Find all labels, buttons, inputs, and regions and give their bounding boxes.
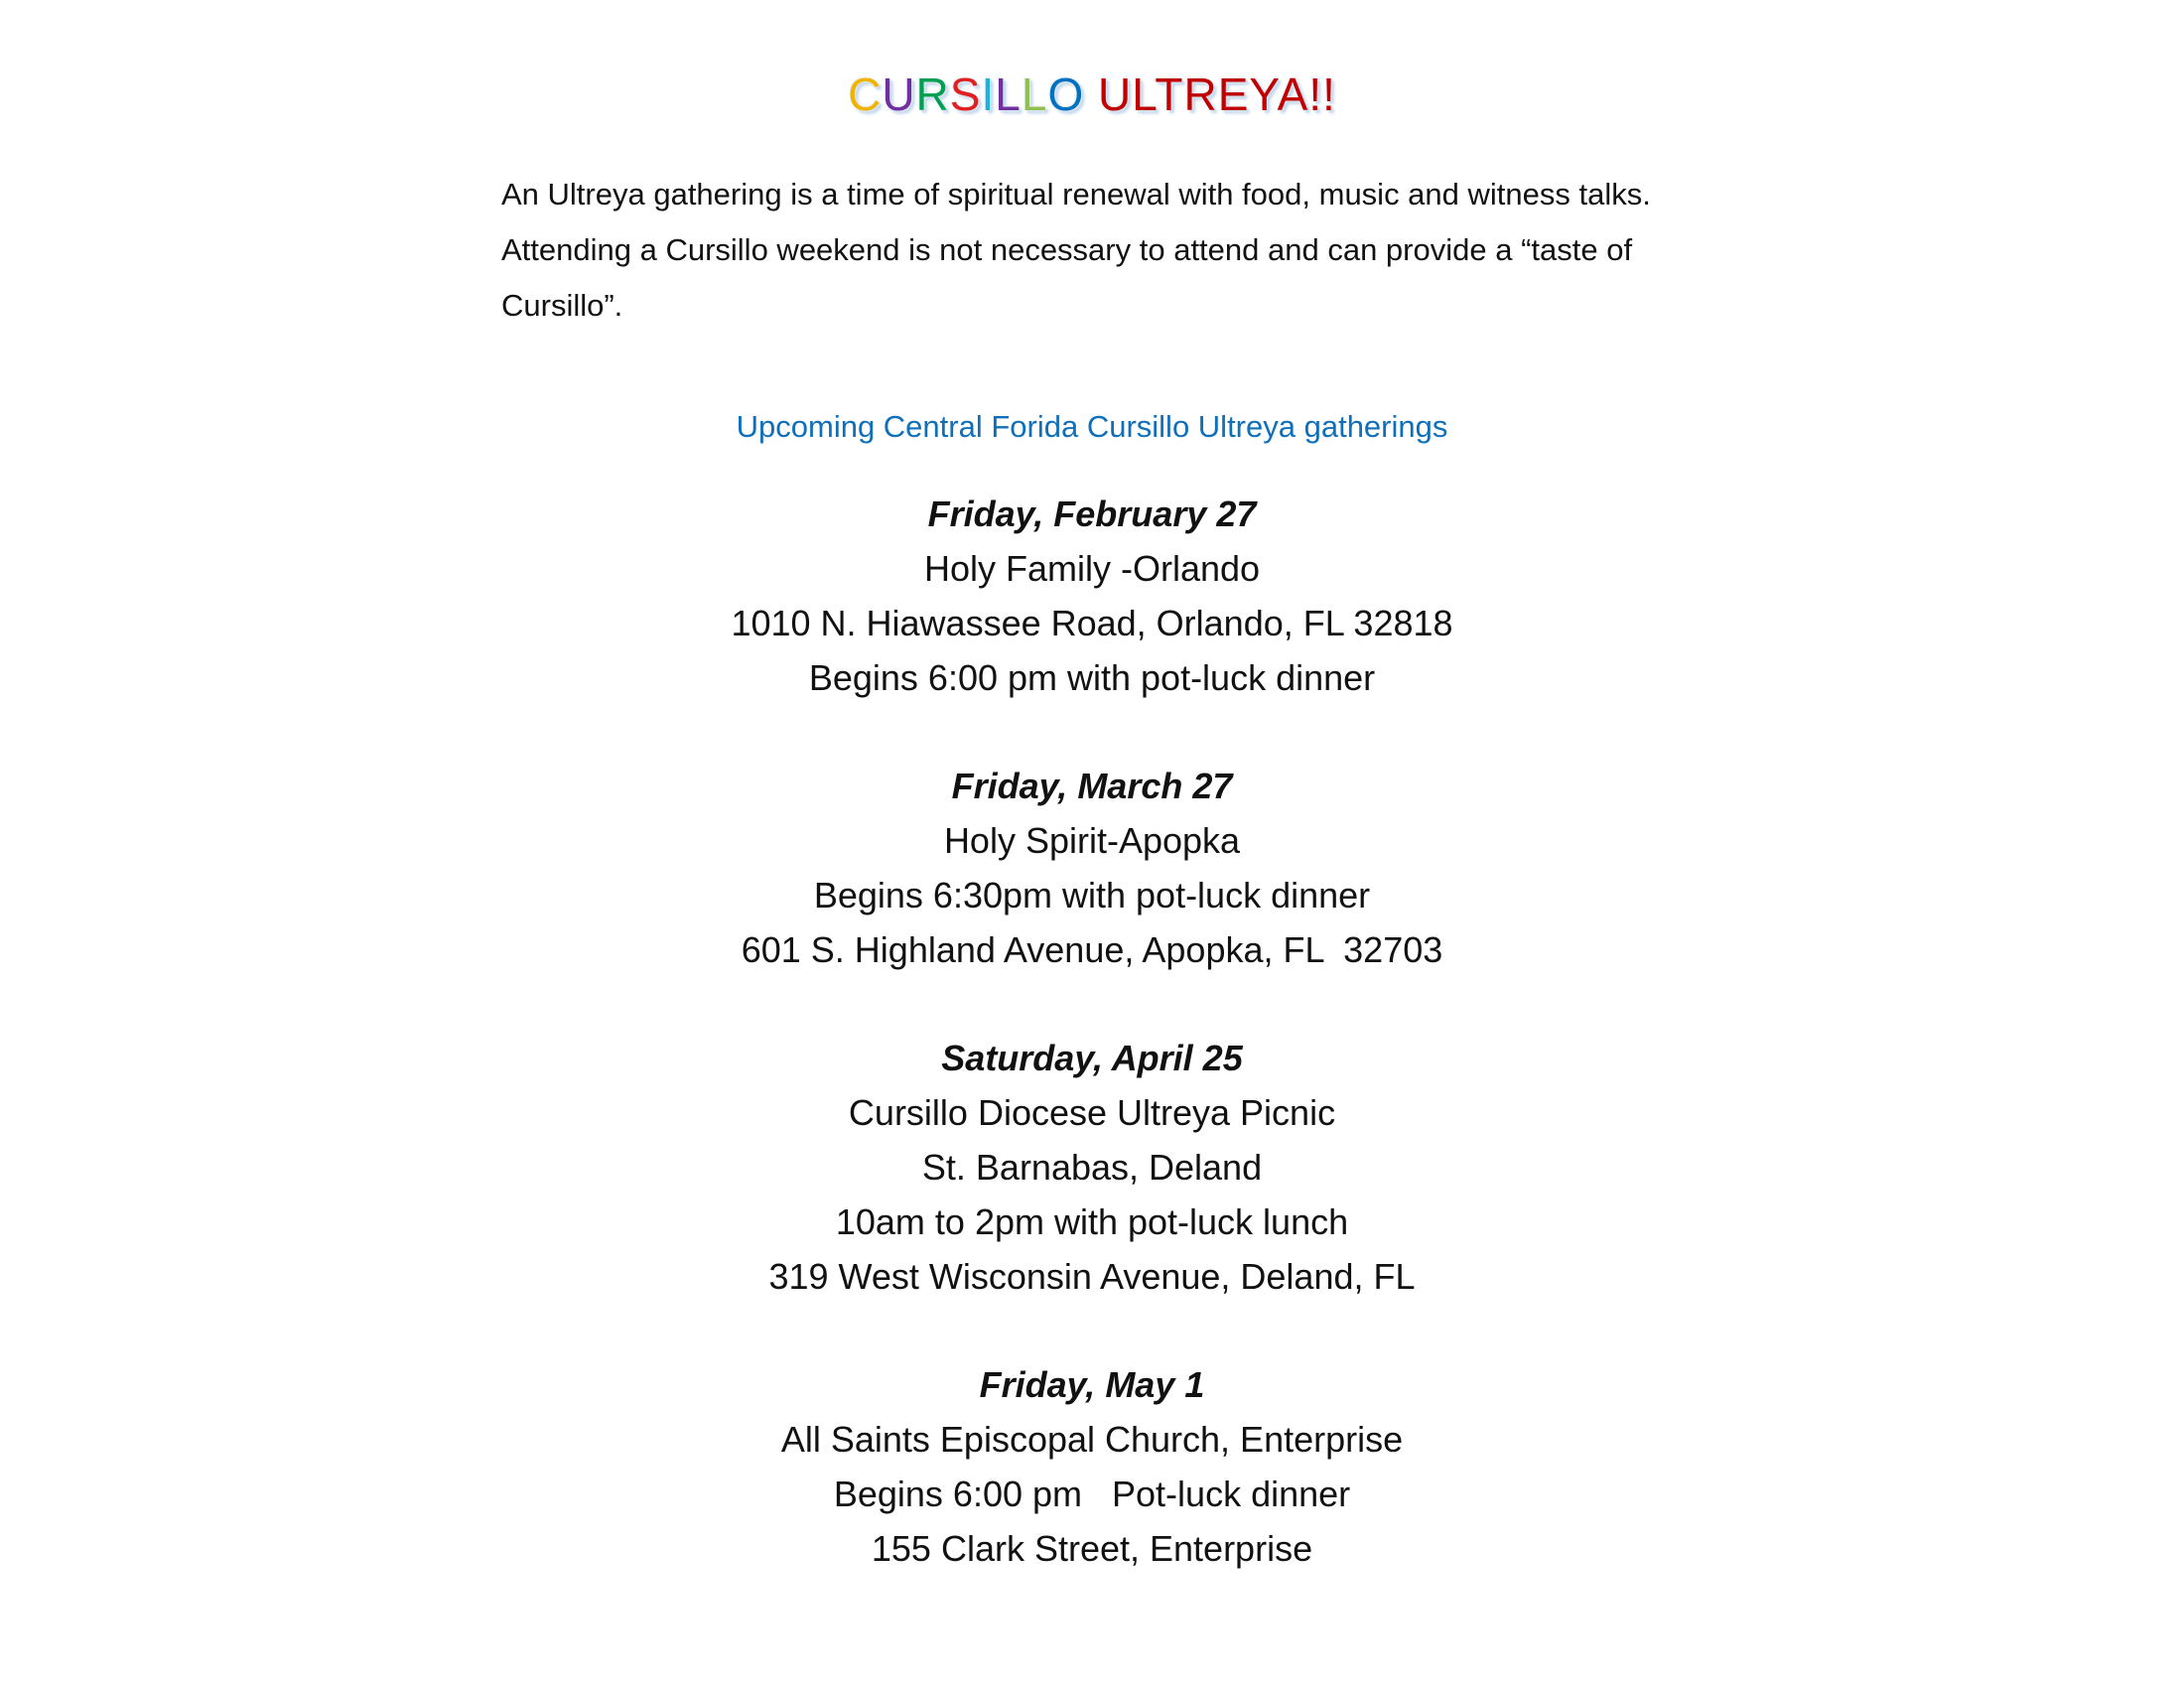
event-line: Cursillo Diocese Ultreya Picnic <box>848 1092 1336 1133</box>
event-line: Holy Family -Orlando <box>923 548 1261 589</box>
event-line: 10am to 2pm with pot-luck lunch <box>835 1201 1349 1242</box>
event-line: 319 West Wisconsin Avenue, Deland, FL <box>768 1256 1416 1297</box>
title-letter: C <box>848 69 883 120</box>
event-item <box>0 1357 2184 1576</box>
title-letter: R <box>915 69 950 120</box>
event-line: 155 Clark Street, Enterprise <box>871 1528 1313 1569</box>
intro-paragraph: An Ultreya gathering is a time of spiritual renewal with food, music and witness talks. Attending a Cursillo weekend is not necessary to attend and can provide a “taste of Cursillo”. <box>501 177 1651 323</box>
event-line: 601 S. Highland Avenue, Apopka, FL 32703 <box>741 929 1443 970</box>
event-line: All Saints Episcopal Church, Enterprise <box>780 1419 1404 1460</box>
event-date: Friday, May 1 <box>979 1364 1205 1405</box>
event-date: Friday, February 27 <box>927 493 1257 534</box>
title-letter: O <box>1047 69 1085 120</box>
event-line: St. Barnabas, Deland <box>921 1147 1263 1188</box>
event-line: Holy Spirit-Apopka <box>943 820 1241 861</box>
event-item <box>0 1031 2184 1304</box>
event-line: Begins 6:00 pm Pot-luck dinner <box>833 1474 1351 1514</box>
event-date: Friday, March 27 <box>951 766 1233 806</box>
events-subheading: Upcoming Central Forida Cursillo Ultreya gatherings <box>736 409 1448 444</box>
event-line: 1010 N. Hiawassee Road, Orlando, FL 32818 <box>731 603 1453 643</box>
page-title <box>0 68 2184 121</box>
event-line: Begins 6:00 pm with pot-luck dinner <box>808 657 1376 698</box>
event-item <box>0 487 2184 705</box>
title-letter: U <box>882 69 916 120</box>
title-letter: I <box>981 69 996 120</box>
event-line: Begins 6:30pm with pot-luck dinner <box>813 875 1371 915</box>
title-letter: S <box>949 69 982 120</box>
title-letter: L <box>995 69 1022 120</box>
title-rest: ULTREYA!! <box>1084 69 1336 120</box>
event-item <box>0 759 2184 977</box>
event-date: Saturday, April 25 <box>941 1038 1243 1078</box>
events-list <box>0 487 2184 1629</box>
title-letter: L <box>1021 69 1048 120</box>
